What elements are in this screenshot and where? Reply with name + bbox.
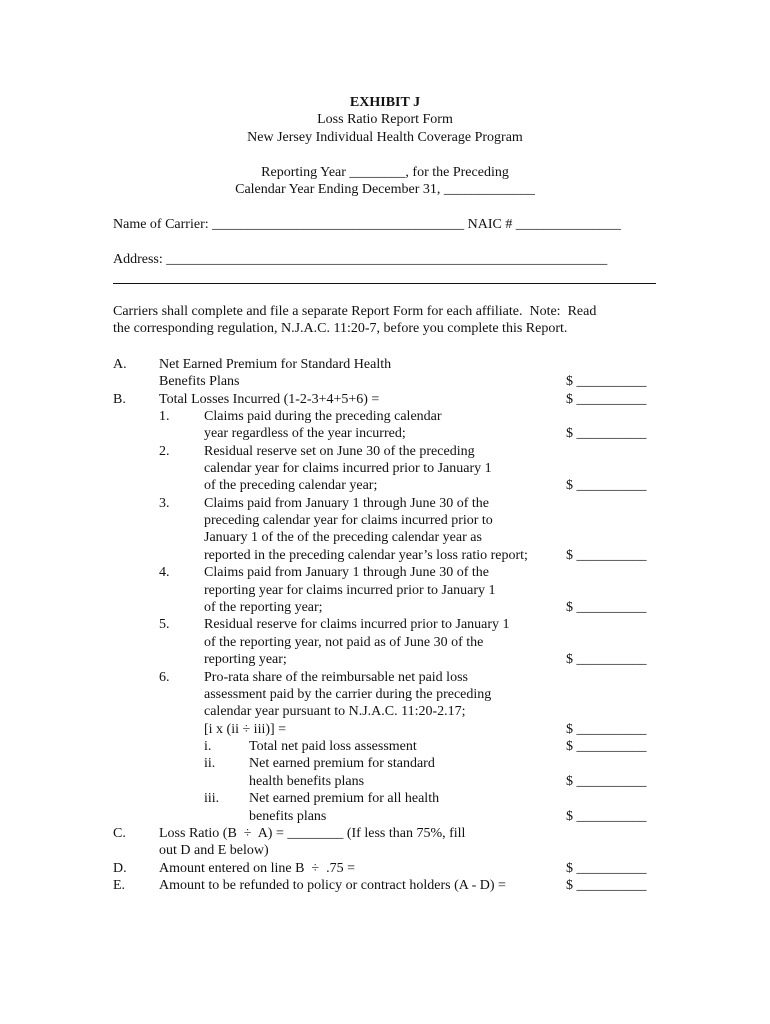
item-letter: C. — [113, 826, 126, 841]
subitem-text: Claims paid during the preceding calendar — [204, 409, 442, 424]
item-letter: B. — [113, 392, 126, 407]
address-second-line — [113, 283, 656, 284]
subitem-text: preceding calendar year for claims incurred prior to — [204, 513, 493, 528]
subitem-text: year regardless of the year incurred; — [204, 426, 406, 441]
calendar-year-line: Calendar Year Ending December 31, _____________ — [235, 182, 535, 197]
subitem-text: calendar year for claims incurred prior to January 1 — [204, 461, 492, 476]
amount-field-b6-i[interactable]: $ __________ — [566, 739, 647, 754]
amount-field-b4[interactable]: $ __________ — [566, 600, 647, 615]
subitem-text: assessment paid by the carrier during the preceding — [204, 687, 492, 702]
reporting-year-line: Reporting Year ________, for the Preceding — [261, 165, 509, 180]
subitem-text: Pro-rata share of the reimbursable net paid loss — [204, 670, 468, 685]
loss-ratio-field[interactable]: Loss Ratio (B ÷ A) = ________ (If less than 75%, fill — [159, 826, 466, 841]
subitem-text: of the reporting year, not paid as of June 30 of the — [204, 635, 484, 650]
amount-field-d[interactable]: $ __________ — [566, 861, 647, 876]
subitem-text: reporting year for claims incurred prior to January 1 — [204, 583, 496, 598]
subitem-text: January 1 of the of the preceding calendar year as — [204, 530, 482, 545]
instructions-line: Carriers shall complete and file a separate Report Form for each affiliate. Note: Read — [113, 304, 597, 319]
subitem-number: 5. — [159, 617, 170, 632]
item-text: Amount to be refunded to policy or contract holders (A - D) = — [159, 878, 506, 893]
subitem-number: 1. — [159, 409, 170, 424]
exhibit-label: EXHIBIT J — [349, 95, 421, 110]
amount-field-b5[interactable]: $ __________ — [566, 652, 647, 667]
item-letter: D. — [113, 861, 127, 876]
subitem-text: reporting year; — [204, 652, 287, 667]
amount-field-a[interactable]: $ __________ — [566, 374, 647, 389]
amount-field-b1[interactable]: $ __________ — [566, 426, 647, 441]
carrier-name-field[interactable]: Name of Carrier: ____________________________________ NAIC # _______________ — [113, 217, 621, 232]
subitem-number: 6. — [159, 670, 170, 685]
item-text: Total Losses Incurred (1-2-3+4+5+6) = — [159, 392, 380, 407]
subitem-number: 2. — [159, 444, 170, 459]
subitem-text: Residual reserve set on June 30 of the preceding — [204, 444, 475, 459]
subitem-text: of the preceding calendar year; — [204, 478, 378, 493]
roman-item-text: Total net paid loss assessment — [249, 739, 417, 754]
roman-item-text: benefits plans — [249, 809, 327, 824]
subitem-text: Claims paid from January 1 through June 30 of the — [204, 496, 490, 511]
amount-field-b2[interactable]: $ __________ — [566, 478, 647, 493]
roman-number: i. — [204, 739, 212, 754]
subitem-text: Residual reserve for claims incurred prior to January 1 — [204, 617, 510, 632]
subitem-text: reported in the preceding calendar year’s loss ratio report; — [204, 548, 528, 563]
program-name: New Jersey Individual Health Coverage Program — [247, 130, 523, 145]
amount-field-e[interactable]: $ __________ — [566, 878, 647, 893]
subitem-text: [i x (ii ÷ iii)] = — [204, 722, 287, 737]
item-text: out D and E below) — [159, 843, 269, 858]
instructions-line: the corresponding regulation, N.J.A.C. 11:20-7, before you complete this Report. — [113, 321, 568, 336]
roman-number: ii. — [204, 756, 216, 771]
roman-item-text: Net earned premium for standard — [249, 756, 435, 771]
item-text: Amount entered on line B ÷ .75 = — [159, 861, 355, 876]
item-text: Benefits Plans — [159, 374, 240, 389]
roman-item-text: Net earned premium for all health — [249, 791, 440, 806]
amount-field-b6-ii[interactable]: $ __________ — [566, 774, 647, 789]
subitem-text: of the reporting year; — [204, 600, 323, 615]
roman-number: iii. — [204, 791, 220, 806]
form-title: Loss Ratio Report Form — [317, 112, 453, 127]
subitem-number: 3. — [159, 496, 170, 511]
amount-field-b[interactable]: $ __________ — [566, 392, 647, 407]
subitem-text: Claims paid from January 1 through June 30 of the — [204, 565, 490, 580]
item-text: Net Earned Premium for Standard Health — [159, 357, 392, 372]
amount-field-b6[interactable]: $ __________ — [566, 722, 647, 737]
amount-field-b6-iii[interactable]: $ __________ — [566, 809, 647, 824]
subitem-text: calendar year pursuant to N.J.A.C. 11:20-2.17; — [204, 704, 466, 719]
item-letter: E. — [113, 878, 126, 893]
address-field[interactable]: Address: _______________________________________________________________ — [113, 252, 608, 267]
subitem-number: 4. — [159, 565, 170, 580]
amount-field-b3[interactable]: $ __________ — [566, 548, 647, 563]
roman-item-text: health benefits plans — [249, 774, 365, 789]
item-letter: A. — [113, 357, 127, 372]
